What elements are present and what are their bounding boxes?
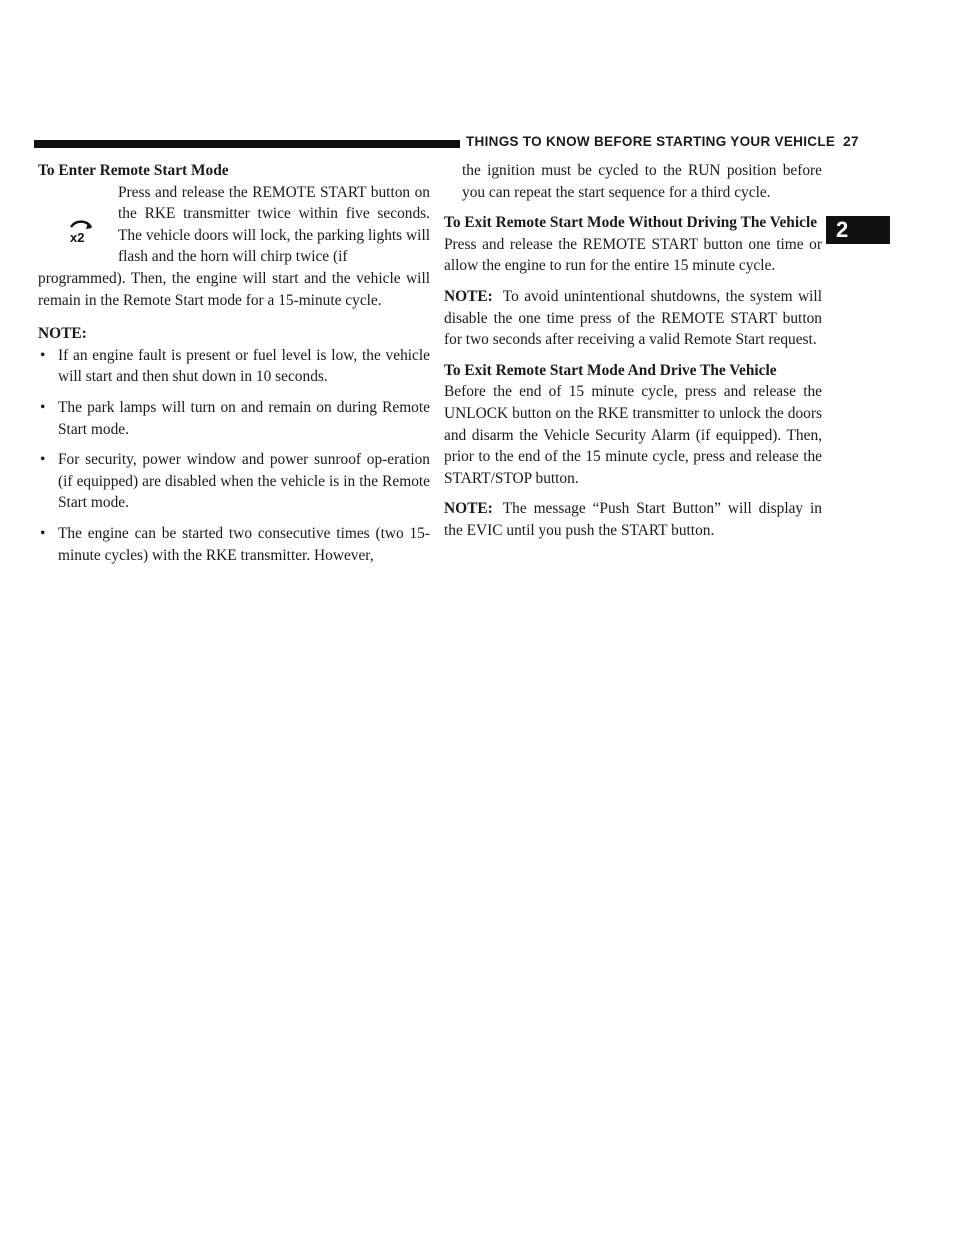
note-label: NOTE: [444, 500, 493, 518]
heading-enter-remote-start: To Enter Remote Start Mode [38, 162, 229, 179]
list-item: • If an engine fault is present or fuel level is low, the vehicle will start and then shut down in 10 seconds. [38, 345, 430, 388]
note-evic-message [444, 498, 822, 541]
x2-icon-label: x2 [70, 229, 85, 245]
list-item: • The engine can be started two consecutive times (two 15-minute cycles) with the RKE transmitter. However, [38, 523, 430, 566]
note-label: NOTE: [444, 287, 493, 305]
list-item: • The park lamps will turn on and remain on during Remote Start mode. [38, 397, 430, 440]
paragraph-exit-and-drive: Before the end of 15 minute cycle, press and release the UNLOCK button on the RKE transmitter to unlock the doors and disarm the Vehicle Security Alarm (if equipped). Then, prior to the end of the 15 minute cycle, press and release the START/STOP button. [444, 383, 822, 487]
chapter-tab: 2 [826, 216, 890, 244]
note-bullets [38, 345, 430, 566]
heading-exit-without-driving: To Exit Remote Start Mode Without Driving The Vehicle [444, 214, 818, 232]
icon-paragraph-continued: programmed). Then, the engine will start and the vehicle will remain in the Remote Start mode for a 15-minute cycle. [38, 269, 430, 309]
icon-paragraph-indented: Press and release the REMOTE START button on the RKE transmitter twice within five seconds. The vehicle doors will lock, the parking lights will flash and the horn will chirp twice (if [118, 183, 430, 266]
list-item: • For security, power window and power sunroof op-eration (if equipped) are disabled when the vehicle is in the Remote Start mode. [38, 449, 430, 514]
x2-press-twice-icon [64, 217, 98, 251]
note-shutdowns [444, 286, 822, 351]
section-title: THINGS TO KNOW BEFORE STARTING YOUR VEHICLE [466, 134, 836, 149]
page-number: 27 [843, 134, 859, 149]
running-header [466, 134, 859, 149]
bullet-continuation: the ignition must be cycled to the RUN position before you can repeat the start sequence for a third cycle. [462, 162, 822, 201]
header-rule [34, 140, 460, 148]
note-heading: NOTE: [38, 325, 87, 343]
note-text: To avoid unintentional shutdowns, the system will disable the one time press of the REMOTE START button for two seconds after receiving a valid Remote Start request. [444, 287, 822, 349]
heading-exit-and-drive: To Exit Remote Start Mode And Drive The Vehicle [444, 361, 777, 379]
note-text: The message “Push Start Button” will display in the EVIC until you push the START button. [444, 500, 822, 539]
left-column [38, 160, 430, 575]
right-column [444, 160, 822, 551]
remote-start-instructions [38, 182, 430, 268]
paragraph-exit-without-driving: Press and release the REMOTE START button one time or allow the engine to run for the entire 15 minute cycle. [444, 235, 822, 275]
